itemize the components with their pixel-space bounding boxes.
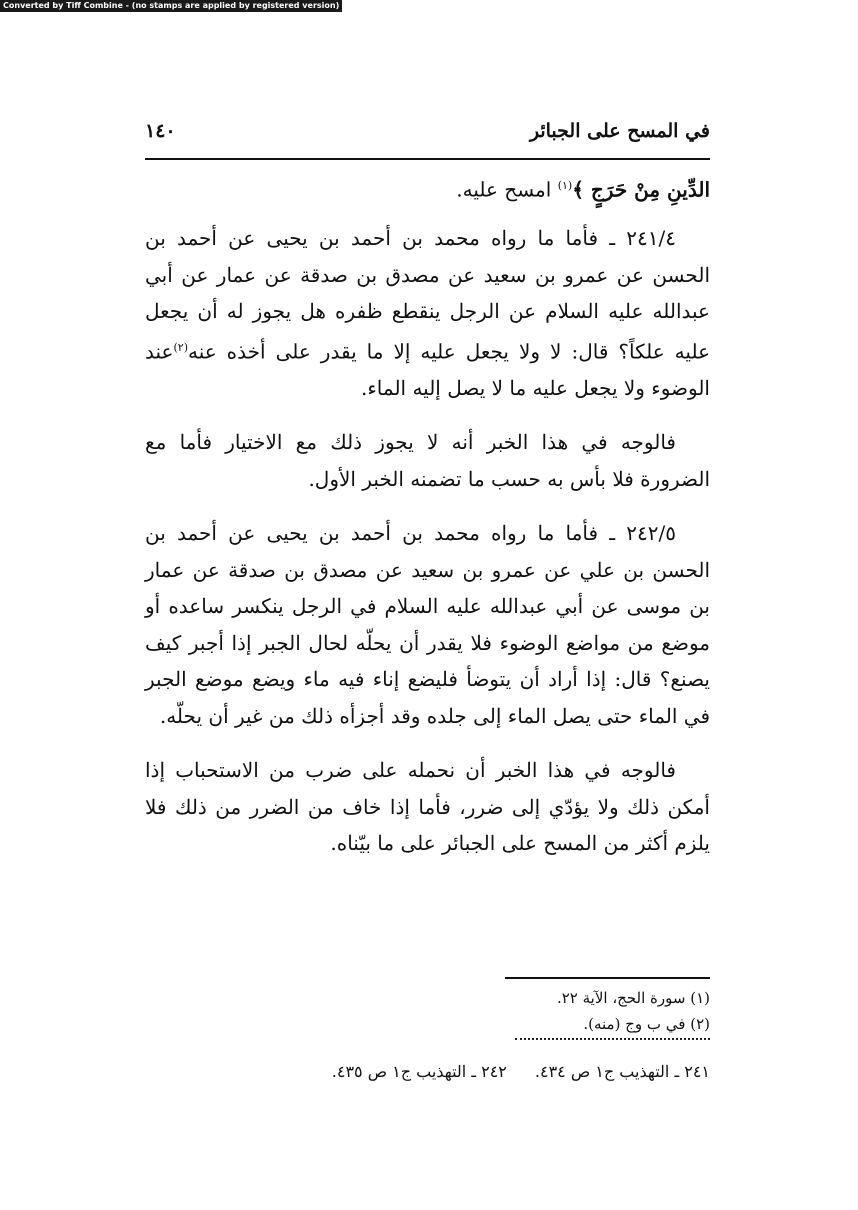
footnotes [145, 985, 710, 1037]
page-header [145, 112, 710, 152]
footnote-ref-1: (١) [557, 179, 573, 192]
page-number: ١٤٠ [145, 120, 176, 142]
opening-rest: امسح عليه. [456, 177, 558, 202]
conversion-banner: Converted by Tiff Combine - (no stamps are applied by registered version) [0, 0, 342, 12]
footnote-divider [505, 977, 710, 979]
chapter-title: في المسح على الجبائر [529, 120, 710, 142]
paragraph-commentary-2: فالوجه في هذا الخبر أن نحمله على ضرب من الاستحباب إذا أمكن ذلك ولا يؤدّي إلى ضرر، فأما إذا خاف من الضرر من ذلك فلا يلزم أكثر من المسح على الجبائر على ما بيّناه. [145, 758, 710, 856]
paragraph-commentary-1: فالوجه في هذا الخبر أنه لا يجوز ذلك مع الاختيار فأما مع الضرورة فلا بأس به حسب ما تضمنه الخبر الأول. [145, 430, 710, 491]
footnote-ref-2: (٢) [173, 340, 188, 354]
source-ref-242: ٢٤٢ ـ التهذيب ج١ ص ٤٣٥. [331, 1062, 507, 1081]
book-page [145, 0, 710, 1210]
main-text [145, 168, 710, 880]
footnote-2: (٢) في ب وج (منه). [583, 1015, 710, 1033]
header-divider [145, 158, 710, 160]
dotted-separator [515, 1038, 710, 1040]
footnote-1: (١) سورة الحج، الآية ٢٢. [556, 989, 710, 1007]
quran-verse: الدِّينِ مِنْ حَرَجٍ ﴾ [572, 177, 710, 202]
source-references [145, 1058, 710, 1086]
paragraph-hadith-241-text: ٢٤١/٤ ـ فأما ما رواه محمد بن أحمد بن يحيى عن أحمد بن الحسن عن عمرو بن سعيد عن مصدق بن صدقة عن عمار عن أبي عبدالله عليه السلام عن الرجل ينقطع ظفره هل يجوز له أن يجعل عليه علكاً؟ قال: لا ولا يجعل عليه إلا ما يقدر على أخذه عنه [145, 226, 710, 364]
source-ref-241: ٢٤١ ـ التهذيب ج١ ص ٤٣٤. [534, 1062, 710, 1081]
paragraph-hadith-242: ٢٤٢/٥ ـ فأما ما رواه محمد بن أحمد بن يحيى عن أحمد بن الحسن بن علي عن عمرو بن سعيد عن مصدق بن صدقة عن عمار بن موسى عن أبي عبدالله عليه السلام في الرجل ينكسر ساعده أو موضع من مواضع الوضوء فلا يقدر أن يحلّه لحال الجبر إذا أجبر كيف يصنع؟ قال: إذا أراد أن يتوضأ فليضع إناء فيه ماء ويضع موضع الجبر في الماء حتى يصل الماء إلى جلده وقد أجزأه ذلك من غير أن يحلّه. [145, 521, 710, 728]
opening-line [145, 168, 710, 208]
paragraph-hadith-241 [145, 220, 710, 406]
paragraph-hadith-241-rest: عند الوضوء ولا يجعل عليه ما لا يصل إليه الماء. [145, 339, 710, 400]
